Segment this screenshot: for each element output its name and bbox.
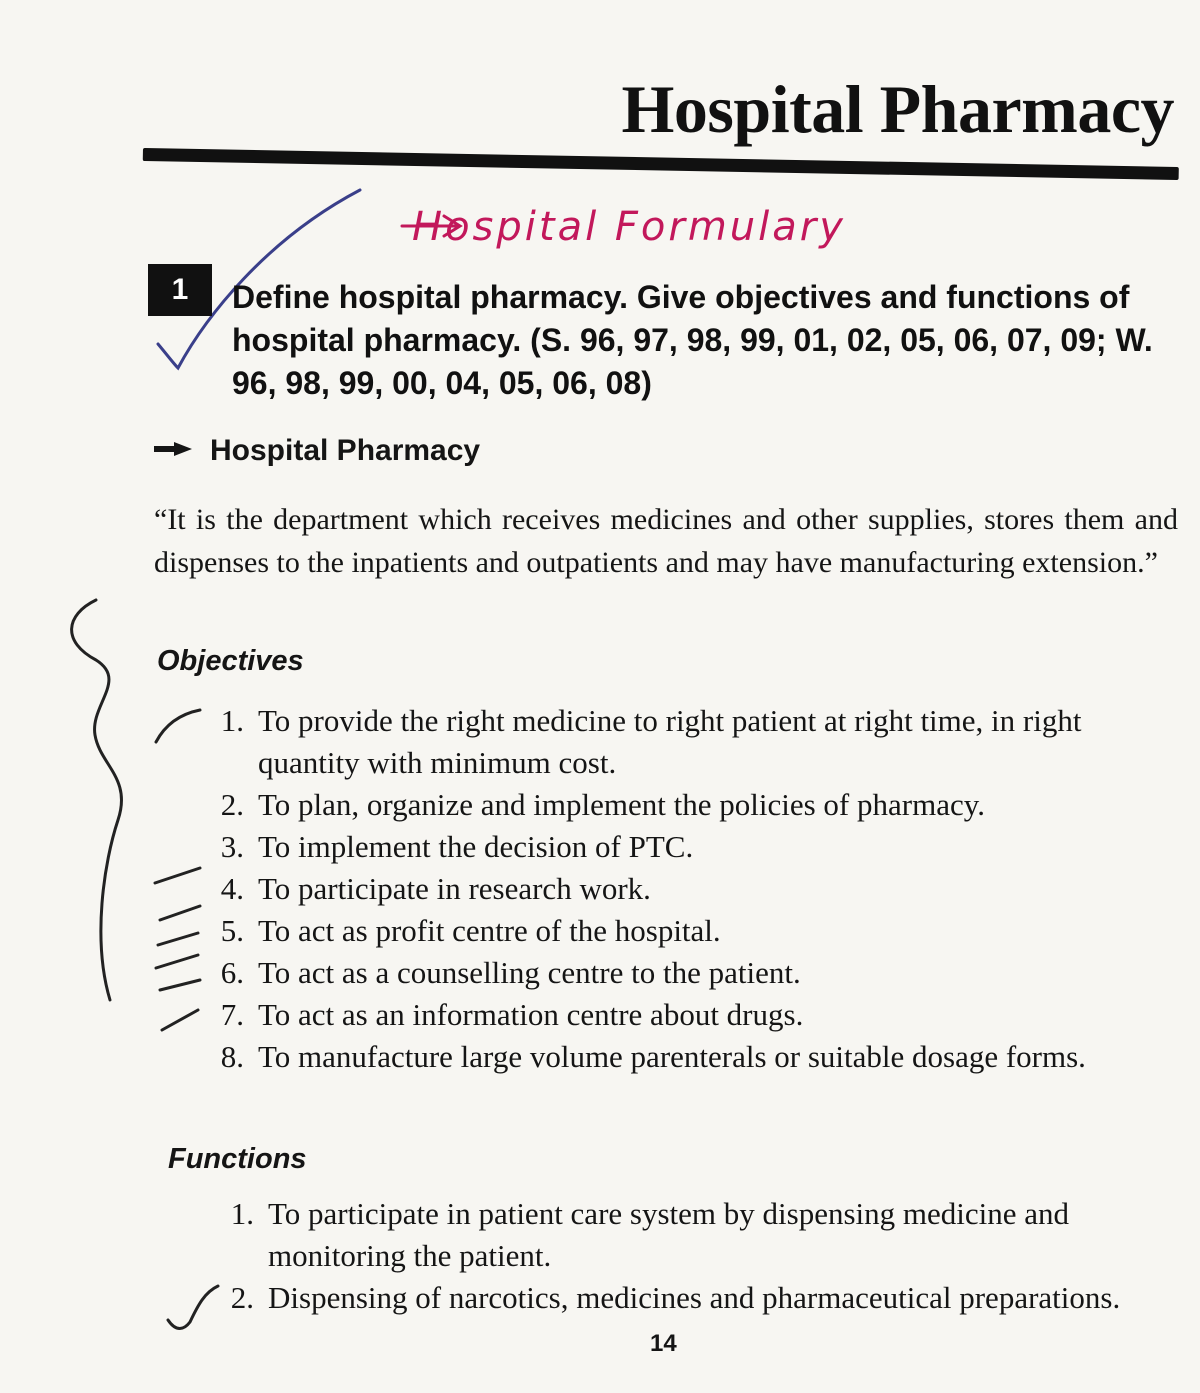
brace-mark	[72, 600, 122, 1000]
functions-heading: Functions	[168, 1143, 307, 1175]
list-item: 2. To plan, organize and implement the policies of pharmacy.	[220, 787, 985, 822]
list-item: 1. To participate in patient care system by dispensing medicine and monitoring the patient.	[230, 1196, 1070, 1273]
chapter-title: Hospital Pharmacy	[621, 71, 1174, 147]
list-item: 4. To participate in research work.	[220, 871, 651, 906]
functions-list	[200, 1193, 1180, 1319]
list-item: 3. To implement the decision of PTC.	[220, 829, 694, 864]
question-text: Define hospital pharmacy. Give objectives and functions of hospital pharmacy. (S. 96, 97, 98, 99, 01, 02, 05, 06, 07, 09; W. 96, 98, 99, 00, 04, 05, 06, 08)	[232, 279, 1153, 401]
list-item: 5. To act as profit centre of the hospital.	[220, 913, 721, 948]
definition-quote: “It is the department which receives medicines and other supplies, stores them and dispenses to the inpatients and outpatients and may have manufacturing extension.”	[154, 503, 1178, 579]
pointing-hand-icon	[152, 440, 194, 462]
section-heading-label: Hospital Pharmacy	[210, 434, 481, 467]
list-item: 2. Dispensing of narcotics, medicines and pharmaceutical preparations.	[230, 1280, 1121, 1315]
objectives-heading: Objectives	[157, 645, 304, 677]
question-number-badge: 1	[148, 264, 212, 316]
list-item: 7. To act as an information centre about drugs.	[220, 997, 804, 1032]
page-number: 14	[650, 1330, 677, 1357]
list-item: 8. To manufacture large volume parenterals or suitable dosage forms.	[220, 1039, 1086, 1074]
section-heading	[152, 434, 480, 468]
list-item: 6. To act as a counselling centre to the patient.	[220, 955, 801, 990]
list-item: 1. To provide the right medicine to right patient at right time, in right quantity with minimum cost.	[220, 703, 1082, 780]
handwritten-note: Hospital Formulary	[412, 204, 846, 250]
objectives-list	[190, 700, 1180, 1078]
